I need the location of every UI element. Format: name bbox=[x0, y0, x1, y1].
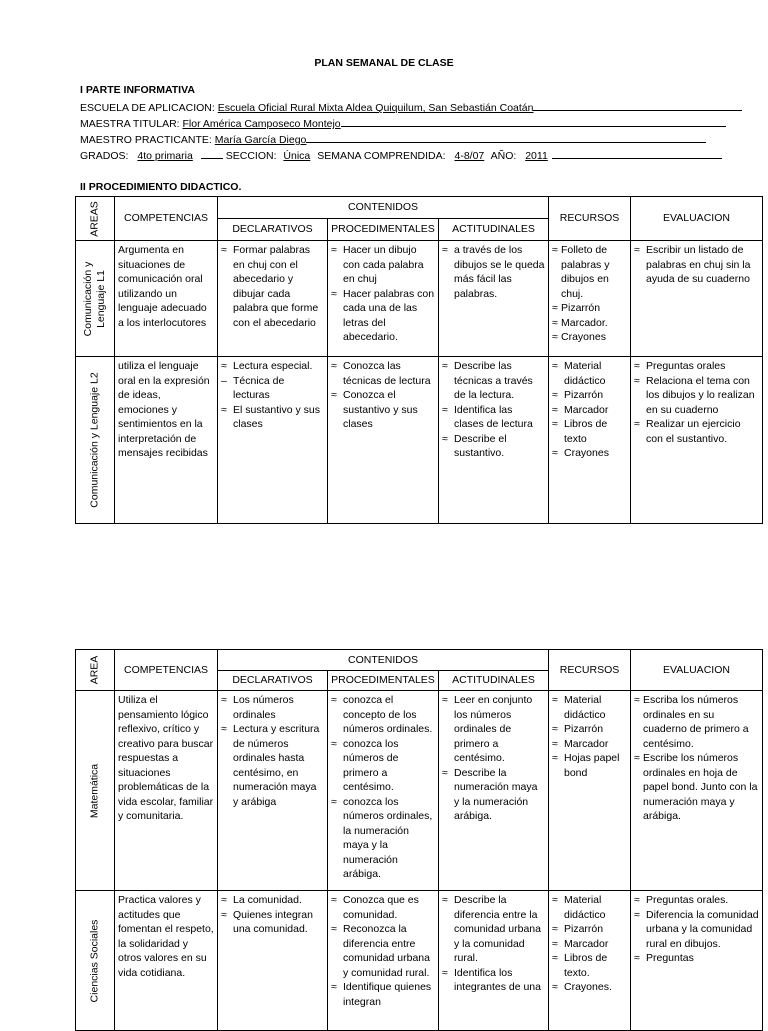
fill-line bbox=[533, 100, 742, 111]
list-item: ≈ Material didáctico bbox=[552, 893, 627, 922]
list-item: ≈ Preguntas bbox=[634, 951, 759, 966]
maestra-label: MAESTRA TITULAR: bbox=[80, 118, 180, 130]
list-item: ≈ Material didáctico bbox=[552, 359, 627, 388]
list-item: ≈ Preguntas orales bbox=[634, 359, 759, 374]
escuela-label: ESCUELA DE APLICACION: bbox=[80, 102, 215, 114]
list-item: ≈ Escribir un listado de palabras en chuj sin la ayuda de su cuaderno bbox=[634, 243, 759, 287]
procedimentales-cell bbox=[328, 357, 439, 524]
header-actitudinales: ACTITUDINALES bbox=[439, 671, 549, 691]
table-row bbox=[76, 691, 763, 891]
list-item: ≈ Escriba los números ordinales en su cuaderno de primero a centésimo. bbox=[634, 693, 759, 751]
list-item: – Técnica de lecturas bbox=[221, 374, 324, 403]
list-item: ≈ conozca los números de primero a centésimo. bbox=[331, 737, 435, 795]
area-cell: Comunicación y Lenguaje L1 bbox=[76, 241, 115, 357]
competencia-cell: Argumenta en situaciones de comunicación oral utilizando un lenguaje adecuado a los interlocutores bbox=[115, 241, 218, 357]
header-contenidos: CONTENIDOS bbox=[218, 650, 549, 671]
competencia-cell: Utiliza el pensamiento lógico reflexivo, crítico y creativo para buscar respuestas a situaciones problemáticas de la vida escolar, familiar y comunitaria. bbox=[115, 691, 218, 891]
list-item: ≈ Marcador. bbox=[552, 316, 627, 331]
table-row bbox=[76, 241, 763, 357]
seccion-label: SECCION: bbox=[225, 150, 277, 162]
section-informativa: I PARTE INFORMATIVA bbox=[80, 84, 195, 96]
recursos-cell bbox=[549, 241, 631, 357]
list-item: ≈ El sustantivo y sus clases bbox=[221, 403, 324, 432]
seccion-value: Única bbox=[283, 150, 311, 162]
list-item: ≈ Crayones bbox=[552, 446, 627, 461]
plan-table-2 bbox=[75, 649, 763, 1031]
list-item: ≈ Material didáctico bbox=[552, 693, 627, 722]
plan-table-1 bbox=[75, 196, 763, 524]
header-contenidos: CONTENIDOS bbox=[218, 197, 549, 219]
list-item: ≈ Quienes integran una comunidad. bbox=[221, 908, 324, 937]
header-evaluacion: EVALUACION bbox=[631, 197, 763, 241]
evaluacion-cell bbox=[631, 891, 763, 1031]
list-item: ≈ Conozca que es comunidad. bbox=[331, 893, 435, 922]
list-item: ≈ Hacer palabras con cada una de las letras del abecedario. bbox=[331, 287, 435, 345]
header-declarativos: DECLARATIVOS bbox=[218, 671, 328, 691]
list-item: ≈ Pizarrón bbox=[552, 922, 627, 937]
recursos-cell bbox=[549, 357, 631, 524]
declarativos-cell bbox=[218, 357, 328, 524]
section-procedimiento: II PROCEDIMIENTO DIDACTICO. bbox=[80, 181, 242, 193]
actitudinales-cell bbox=[439, 891, 549, 1031]
evaluacion-cell bbox=[631, 357, 763, 524]
anio-label: AÑO: bbox=[490, 150, 517, 162]
area-cell: Matemática bbox=[76, 691, 115, 891]
list-item: ≈ Hojas papel bond bbox=[552, 751, 627, 780]
list-item: ≈ Los números ordinales bbox=[221, 693, 324, 722]
fill-line bbox=[201, 148, 223, 159]
declarativos-cell bbox=[218, 241, 328, 357]
list-item: ≈ Folleto de palabras y dibujos en chuj. bbox=[552, 243, 627, 301]
list-item: ≈ Describe la diferencia entre la comunidad urbana y la comunidad rural. bbox=[442, 893, 545, 966]
evaluacion-cell bbox=[631, 241, 763, 357]
maestra-line bbox=[80, 116, 726, 130]
maestra-value: Flor América Camposeco Montejo bbox=[182, 118, 341, 130]
list-item: ≈ Identifica las clases de lectura bbox=[442, 403, 545, 432]
evaluacion-cell bbox=[631, 691, 763, 891]
list-item: ≈ La comunidad. bbox=[221, 893, 324, 908]
area-cell: Ciencias Sociales bbox=[76, 891, 115, 1031]
list-item: ≈ conozca los números ordinales, la numeración maya y la numeración arábiga. bbox=[331, 795, 435, 882]
escuela-value: Escuela Oficial Rural Mixta Aldea Quiquilum, San Sebastián Coatán bbox=[217, 102, 534, 114]
escuela-line bbox=[80, 100, 742, 114]
fill-line bbox=[552, 148, 722, 159]
declarativos-cell bbox=[218, 891, 328, 1031]
practicante-label: MAESTRO PRACTICANTE: bbox=[80, 134, 212, 146]
actitudinales-cell bbox=[439, 241, 549, 357]
list-item: ≈ Diferencia la comunidad urbana y la comunidad rural en dibujos. bbox=[634, 908, 759, 952]
page-title: PLAN SEMANAL DE CLASE bbox=[314, 57, 454, 69]
semana-label: SEMANA COMPRENDIDA: bbox=[317, 150, 446, 162]
header-competencias: COMPETENCIAS bbox=[115, 650, 218, 691]
list-item: ≈ Realizar un ejercicio con el sustantivo. bbox=[634, 417, 759, 446]
list-item: ≈ Libros de texto. bbox=[552, 951, 627, 980]
list-item: ≈ Escribe los números ordinales en hoja de papel bond. Junto con la numeración maya y arábiga. bbox=[634, 751, 759, 824]
list-item: ≈ Hacer un dibujo con cada palabra en chuj bbox=[331, 243, 435, 287]
header-procedimentales: PROCEDIMENTALES bbox=[328, 671, 439, 691]
header-procedimentales: PROCEDIMENTALES bbox=[328, 219, 439, 241]
list-item: ≈ Identifique quienes integran bbox=[331, 980, 435, 1009]
list-item: ≈ Pizarrón bbox=[552, 388, 627, 403]
header-recursos: RECURSOS bbox=[549, 197, 631, 241]
header-evaluacion: EVALUACION bbox=[631, 650, 763, 691]
competencia-cell: utiliza el lenguaje oral en la expresión de ideas, emociones y sentimientos en la interpretación de mensajes recibidas bbox=[115, 357, 218, 524]
competencia-cell: Practica valores y actitudes que fomentan el respeto, la solidaridad y otros valores en su vida cotidiana. bbox=[115, 891, 218, 1031]
list-item: ≈ Lectura especial. bbox=[221, 359, 324, 374]
list-item: ≈ Conozca el sustantivo y sus clases bbox=[331, 388, 435, 432]
list-item: ≈ Pizarrón bbox=[552, 301, 627, 316]
list-item: ≈ Marcador bbox=[552, 403, 627, 418]
grados-label: GRADOS: bbox=[80, 150, 129, 162]
list-item: ≈ Conozca las técnicas de lectura bbox=[331, 359, 435, 388]
procedimentales-cell bbox=[328, 891, 439, 1031]
list-item: ≈ Crayones bbox=[552, 330, 627, 345]
semana-value: 4-8/07 bbox=[454, 150, 485, 162]
grados-line bbox=[80, 148, 722, 162]
list-item: ≈ Formar palabras en chuj con el abecedario y dibujar cada palabra que forme con el abecedario bbox=[221, 243, 324, 330]
declarativos-cell bbox=[218, 691, 328, 891]
list-item: ≈ Describe las técnicas a través de la lectura. bbox=[442, 359, 545, 403]
list-item: ≈ Marcador bbox=[552, 937, 627, 952]
procedimentales-cell bbox=[328, 691, 439, 891]
actitudinales-cell bbox=[439, 691, 549, 891]
header-recursos: RECURSOS bbox=[549, 650, 631, 691]
anio-value: 2011 bbox=[525, 150, 548, 162]
list-item: ≈ Libros de texto bbox=[552, 417, 627, 446]
table-row bbox=[76, 891, 763, 1031]
area-cell: Comunicación y Lenguaje L2 bbox=[76, 357, 115, 524]
header-competencias: COMPETENCIAS bbox=[115, 197, 218, 241]
list-item: ≈ Reconozca la diferencia entre comunidad urbana y comunidad rural. bbox=[331, 922, 435, 980]
list-item: ≈ Describe la numeración maya y la numeración arábiga. bbox=[442, 766, 545, 824]
recursos-cell bbox=[549, 891, 631, 1031]
list-item: ≈ Relaciona el tema con los dibujos y lo realizan en su cuaderno bbox=[634, 374, 759, 418]
list-item: ≈ conozca el concepto de los números ordinales. bbox=[331, 693, 435, 737]
actitudinales-cell bbox=[439, 357, 549, 524]
practicante-value: María García Diego bbox=[214, 134, 307, 146]
practicante-line bbox=[80, 132, 706, 146]
recursos-cell bbox=[549, 691, 631, 891]
list-item: ≈ Marcador bbox=[552, 737, 627, 752]
list-item: ≈ Lectura y escritura de números ordinales hasta centésimo, en numeración maya y arábiga bbox=[221, 722, 324, 809]
list-item: ≈ Describe el sustantivo. bbox=[442, 432, 545, 461]
procedimentales-cell bbox=[328, 241, 439, 357]
table-row bbox=[76, 357, 763, 524]
grados-value: 4to primaria bbox=[137, 150, 193, 162]
list-item: ≈ Preguntas orales. bbox=[634, 893, 759, 908]
fill-line bbox=[306, 132, 706, 143]
list-item: ≈ Crayones. bbox=[552, 980, 627, 995]
fill-line bbox=[341, 116, 726, 127]
header-area: AREA bbox=[76, 650, 115, 691]
header-declarativos: DECLARATIVOS bbox=[218, 219, 328, 241]
list-item: ≈ a través de los dibujos se le queda más fácil las palabras. bbox=[442, 243, 545, 301]
list-item: ≈ Identifica los integrantes de una bbox=[442, 966, 545, 995]
header-actitudinales: ACTITUDINALES bbox=[439, 219, 549, 241]
header-areas: AREAS bbox=[76, 197, 115, 241]
list-item: ≈ Leer en conjunto los números ordinales de primero a centésimo. bbox=[442, 693, 545, 766]
list-item: ≈ Pizarrón bbox=[552, 722, 627, 737]
